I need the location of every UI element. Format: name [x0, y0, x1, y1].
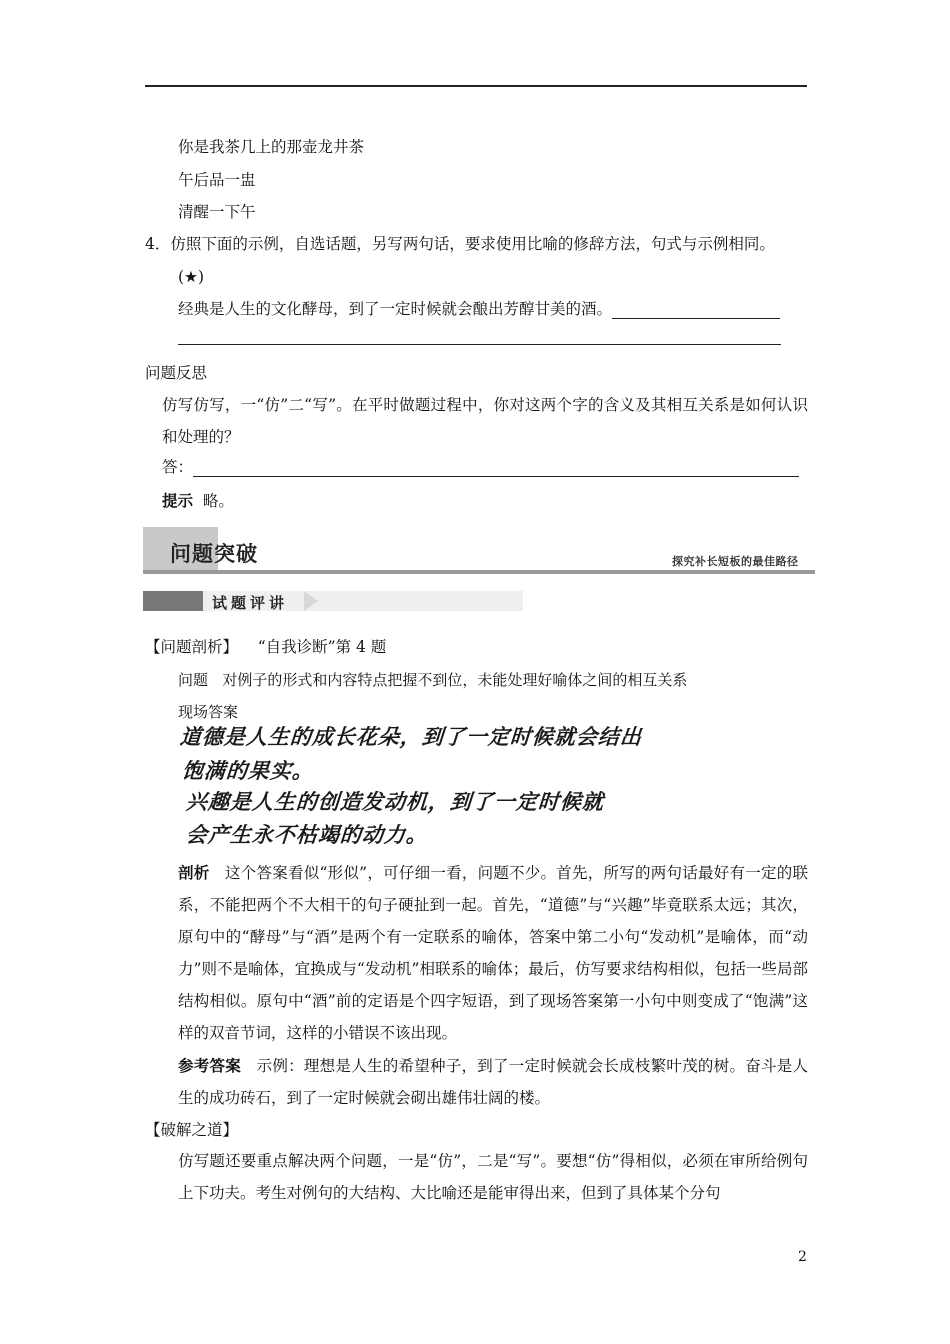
poem-line-2: 午后品一盅	[178, 171, 256, 189]
reflection-answer-blank[interactable]	[193, 460, 799, 477]
handwriting-line-1: 道德是人生的成长花朵，到了一定时候就会结出	[179, 725, 643, 749]
section-title: 问题突破	[170, 542, 258, 566]
answer-label: 答：	[162, 458, 194, 476]
problem-line	[178, 670, 687, 690]
analysis-line	[145, 637, 386, 657]
section-subtitle: 探究补长短板的最佳路径	[672, 555, 799, 568]
handwriting-line-4: 会产生永不枯竭的动力。	[185, 823, 429, 847]
example-sentence	[178, 299, 780, 319]
hint-line	[162, 491, 234, 511]
solution-label: 【破解之道】	[145, 1121, 239, 1139]
answer-blank-1[interactable]	[612, 302, 780, 319]
solution-text: 仿写题还要重点解决两个问题，一是“仿”，二是“写”。要想“仿”得相似，必须在审所给例句上下功夫。考生对例句的大结构、大比喻还是能审得出来，但到了具体某个分句	[178, 1152, 808, 1202]
poem-line-1: 你是我茶几上的那壶龙井茶	[178, 138, 365, 156]
question-4	[145, 234, 775, 254]
analysis-source: “自我诊断”第 4 题	[257, 638, 387, 656]
reflection-body: 仿写仿写，一“仿”二“写”。在平时做题过程中，你对这两个字的含义及其相互关系是如何认识和处理的？	[162, 396, 808, 446]
poem-line-3: 清醒一下午	[178, 203, 256, 221]
analysis-label: 【问题剖析】	[145, 638, 239, 656]
question-number: 4．	[145, 235, 171, 253]
handwriting-line-3: 兴趣是人生的创造发动机，到了一定时候就	[185, 790, 605, 814]
sub-header-title: 试题评讲	[212, 594, 289, 612]
breakdown-text: 这个答案看似“形似”，可仔细一看，问题不少。首先，所写的两句话最好有一定的联系，不能把两个不大相干的句子硬扯到一起。首先，“道德”与“兴趣”毕竟联系太远；其次，原句中的“酵母”与“酒”是两个有一定联系的喻体，答案中第二小句“发动机”是喻体，而“动力”则不是喻体，宜换成与“发动机”相联系的喻体；最后，仿写要求结构相似，包括一些局部结构相似。原句中“酒”前的定语是个四字短语，到了现场答案第一小句中则变成了“饱满”这样的双音节词，这样的小错误不该出现。	[178, 864, 808, 1042]
reference-label: 参考答案	[178, 1057, 242, 1075]
problem-label: 问题	[178, 671, 209, 689]
page-number: 2	[798, 1249, 807, 1265]
difficulty-star: (★)	[178, 268, 204, 286]
hint-label: 提示	[162, 492, 194, 510]
answer-blank-2[interactable]	[178, 344, 781, 345]
reference-paragraph	[178, 1050, 808, 1114]
breakdown-paragraph	[178, 857, 808, 1049]
reflection-answer	[162, 457, 799, 477]
sub-header-arrow-icon	[304, 591, 318, 611]
header-rule	[145, 85, 807, 87]
hint-text: 略。	[202, 492, 234, 510]
reflection-heading: 问题反思	[145, 364, 208, 382]
question-prompt: 仿照下面的示例，自选话题，另写两句话，要求使用比喻的修辞方法，句式与示例相同。	[170, 235, 775, 253]
breakdown-label: 剖析	[178, 864, 210, 882]
sub-header-block	[143, 591, 203, 611]
reference-text: 示例：理想是人生的希望种子，到了一定时候就会长成枝繁叶茂的树。奋斗是人生的成功砖石，到了一定时候就会砌出雄伟壮阔的楼。	[178, 1057, 808, 1107]
section-rule	[143, 570, 815, 574]
live-answer-label: 现场答案	[178, 703, 239, 721]
problem-text: 对例子的形式和内容特点把握不到位，未能处理好喻体之间的相互关系	[222, 671, 688, 689]
handwriting-line-2: 饱满的果实。	[181, 759, 315, 783]
example-text: 经典是人生的文化酵母，到了一定时候就会酿出芳醇甘美的酒。	[178, 300, 613, 318]
